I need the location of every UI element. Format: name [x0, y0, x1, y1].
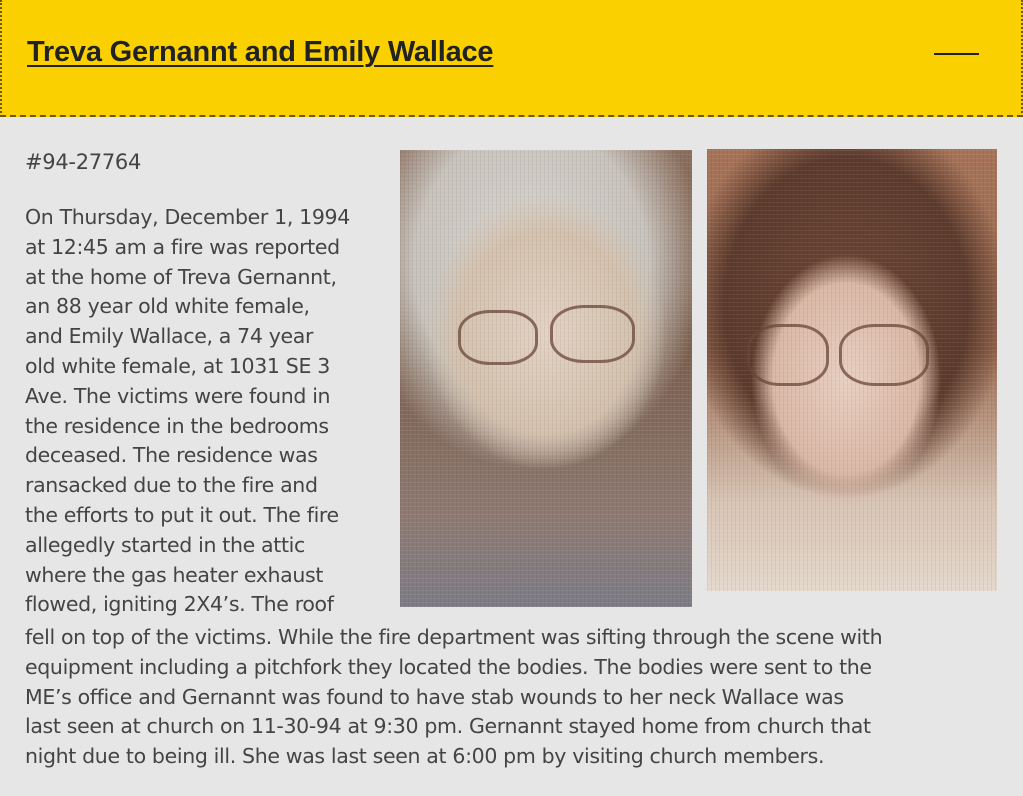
- glasses-left-lens: [747, 324, 829, 386]
- description-line: and Emily Wallace, a 74 year: [25, 324, 314, 349]
- collapse-toggle-button[interactable]: [927, 40, 987, 68]
- photo-treva-gernannt: [400, 150, 692, 607]
- description-line: ME’s office and Gernannt was found to have stab wounds to her neck Wallace was: [25, 684, 844, 709]
- description-line: Ave. The victims were found in: [25, 383, 331, 408]
- description-line: fell on top of the victims. While the fire department was sifting through the scene with: [25, 625, 883, 649]
- description-line: flowed, igniting 2X4’s. The roof: [25, 592, 334, 617]
- description-line: at 12:45 am a fire was reported: [25, 234, 340, 259]
- description-wrapped-text: [25, 203, 350, 620]
- description-line: equipment including a pitchfork they located the bodies. The bodies were sent to the: [25, 654, 872, 679]
- description-line: last seen at church on 11-30-94 at 9:30 pm. Gernannt stayed home from church that: [25, 714, 871, 739]
- accordion-panel: [0, 117, 1023, 796]
- description-line: where the gas heater exhaust: [25, 562, 324, 587]
- description-line: an 88 year old white female,: [25, 294, 310, 319]
- minus-icon: [934, 53, 979, 55]
- glasses-right-lens: [550, 305, 635, 363]
- glasses-right-lens: [839, 324, 929, 386]
- description-line: deceased. The residence was: [25, 443, 318, 468]
- glasses-left-lens: [458, 310, 538, 365]
- description-full-width-text: [25, 623, 882, 772]
- description-line: night due to being ill. She was last seen at 6:00 pm by visiting church members.: [25, 744, 825, 769]
- accordion-header[interactable]: [0, 0, 1023, 117]
- description-line: at the home of Treva Gernannt,: [25, 264, 337, 289]
- description-line: On Thursday, December 1, 1994: [25, 205, 350, 229]
- description-line: the efforts to put it out. The fire: [25, 502, 339, 527]
- description-line: old white female, at 1031 SE 3: [25, 353, 330, 378]
- photo-emily-wallace: [707, 149, 997, 591]
- description-line: ransacked due to the fire and: [25, 473, 318, 498]
- description-line: allegedly started in the attic: [25, 532, 305, 557]
- case-number: #94-27764: [25, 150, 141, 174]
- description-line: the residence in the bedrooms: [25, 413, 329, 438]
- accordion-title-link[interactable]: Treva Gernannt and Emily Wallace: [27, 36, 494, 68]
